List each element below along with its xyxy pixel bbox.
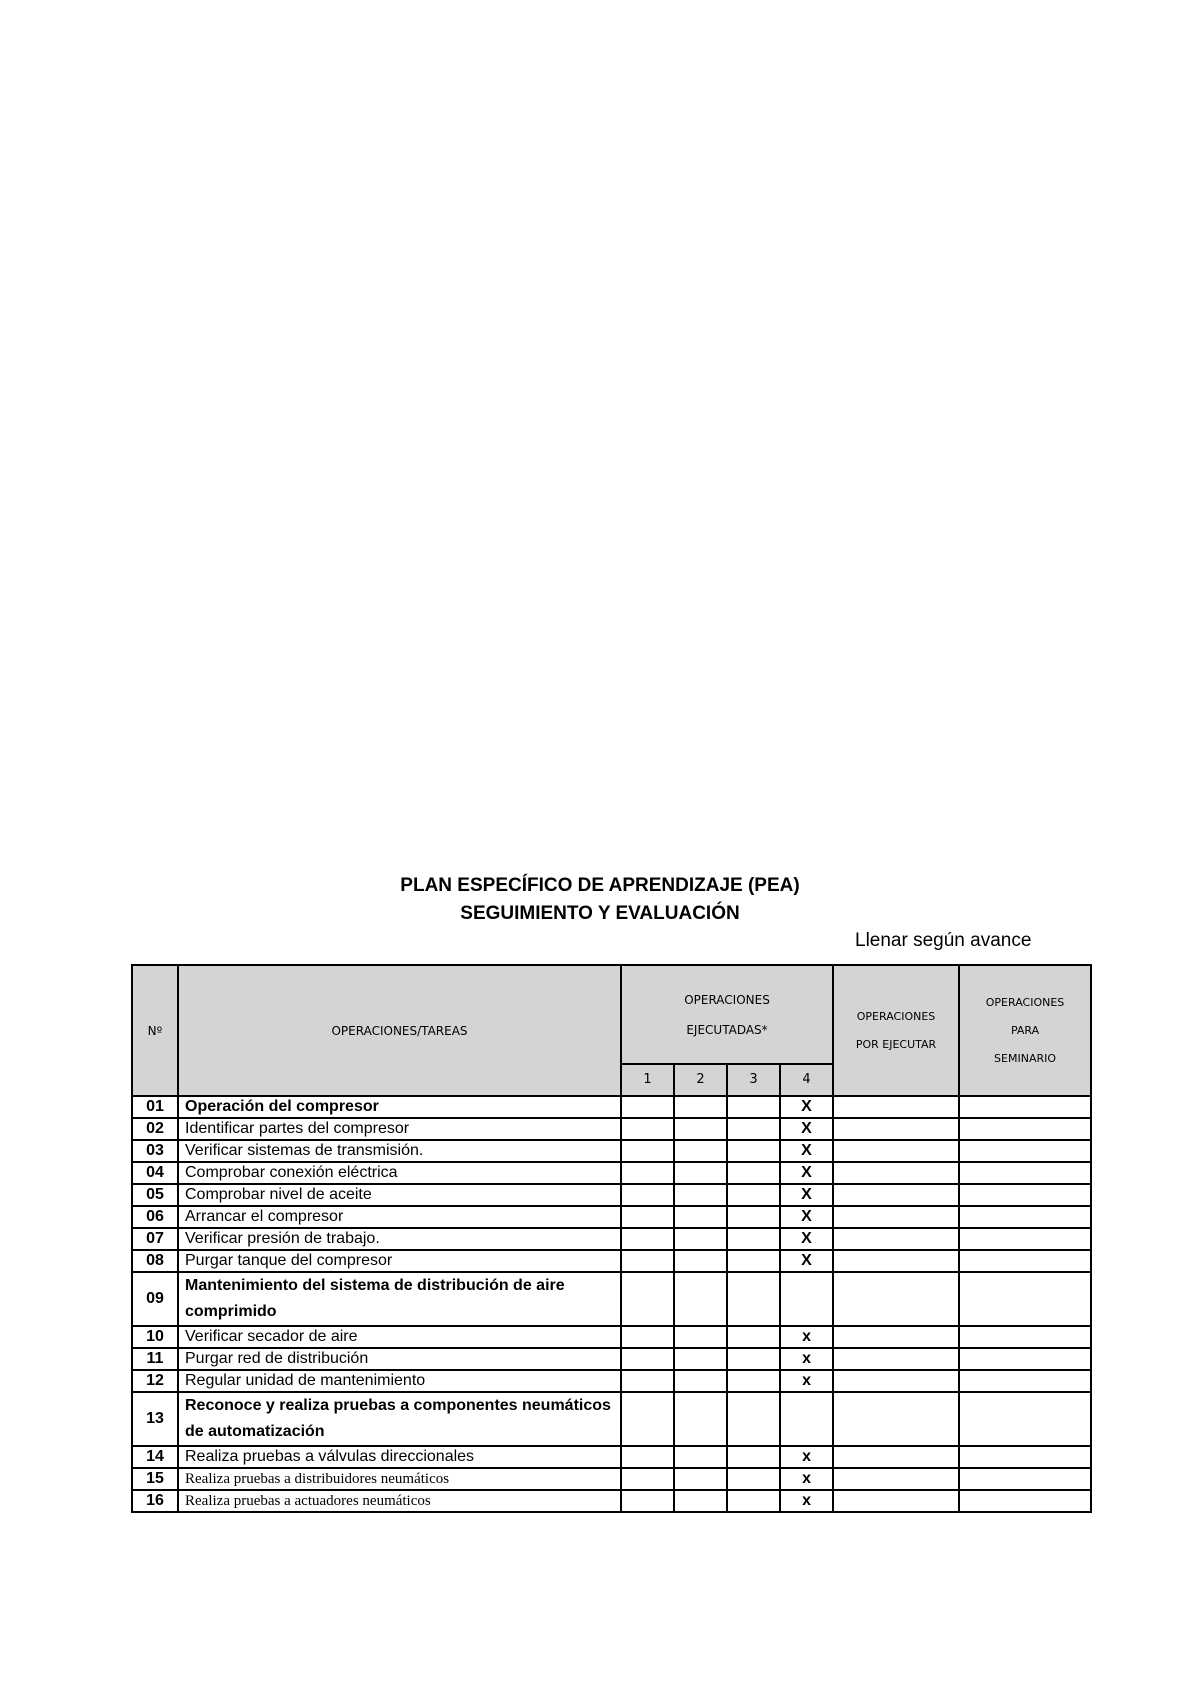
- exec-cell-4-mark: X: [780, 1162, 833, 1184]
- exec-cell-4-mark: [780, 1272, 833, 1326]
- exec-cell-2: [674, 1096, 727, 1118]
- table-row: [132, 1468, 1091, 1490]
- row-number: 10: [132, 1326, 178, 1348]
- table-row: [132, 1250, 1091, 1272]
- exec-cell-2: [674, 1140, 727, 1162]
- exec-cell-2: [674, 1370, 727, 1392]
- seminar-cell: [959, 1392, 1091, 1446]
- seminar-cell: [959, 1468, 1091, 1490]
- row-number: 02: [132, 1118, 178, 1140]
- table-row: [132, 1370, 1091, 1392]
- title-line-1: PLAN ESPECÍFICO DE APRENDIZAJE (PEA): [400, 875, 800, 896]
- document-title: [0, 872, 1200, 928]
- row-number: 05: [132, 1184, 178, 1206]
- table-row: [132, 1096, 1091, 1118]
- exec-cell-3: [727, 1468, 780, 1490]
- header-seminar-line1: OPERACIONES: [985, 995, 1065, 1009]
- seminar-cell: [959, 1162, 1091, 1184]
- to-execute-cell: [833, 1096, 959, 1118]
- seminar-cell: [959, 1184, 1091, 1206]
- exec-cell-2: [674, 1272, 727, 1326]
- header-executed-line1: OPERACIONES: [684, 992, 770, 1007]
- exec-cell-3: [727, 1326, 780, 1348]
- row-task: Verificar presión de trabajo.: [178, 1228, 621, 1250]
- row-task: Comprobar conexión eléctrica: [178, 1162, 621, 1184]
- header-to-execute-line2: POR EJECUTAR: [855, 1037, 937, 1051]
- header-seminar-line3: SEMINARIO: [994, 1051, 1057, 1065]
- row-number: 07: [132, 1228, 178, 1250]
- exec-cell-2: [674, 1468, 727, 1490]
- exec-cell-1: [621, 1490, 674, 1512]
- table-row: [132, 1392, 1091, 1446]
- row-task: Purgar tanque del compresor: [178, 1250, 621, 1272]
- header-seminar-line2: PARA: [1010, 1023, 1040, 1037]
- exec-cell-2: [674, 1162, 727, 1184]
- exec-cell-4-mark: X: [780, 1140, 833, 1162]
- exec-cell-1: [621, 1184, 674, 1206]
- table-row: [132, 1272, 1091, 1326]
- seminar-cell: [959, 1096, 1091, 1118]
- header-number: Nº: [132, 965, 178, 1096]
- header-exec-col-2: 2: [674, 1064, 727, 1096]
- row-task: Verificar sistemas de transmisión.: [178, 1140, 621, 1162]
- row-number: 04: [132, 1162, 178, 1184]
- to-execute-cell: [833, 1446, 959, 1468]
- exec-cell-1: [621, 1468, 674, 1490]
- fill-note: Llenar según avance: [855, 930, 1032, 951]
- exec-cell-4-mark: x: [780, 1370, 833, 1392]
- exec-cell-4-mark: X: [780, 1250, 833, 1272]
- row-task: Regular unidad de mantenimiento: [178, 1370, 621, 1392]
- header-executed-line2: EJECUTADAS*: [686, 1022, 768, 1037]
- seminar-cell: [959, 1348, 1091, 1370]
- exec-cell-1: [621, 1250, 674, 1272]
- row-task: Arrancar el compresor: [178, 1206, 621, 1228]
- row-number: 09: [132, 1272, 178, 1326]
- to-execute-cell: [833, 1272, 959, 1326]
- exec-cell-1: [621, 1370, 674, 1392]
- exec-cell-4-mark: X: [780, 1184, 833, 1206]
- header-exec-col-1: 1: [621, 1064, 674, 1096]
- title-line-2: SEGUIMIENTO Y EVALUACIÓN: [460, 903, 740, 924]
- table-row: [132, 1118, 1091, 1140]
- header-tasks: OPERACIONES/TAREAS: [178, 965, 621, 1096]
- pea-table: [131, 964, 1092, 1513]
- table-row: [132, 1326, 1091, 1348]
- exec-cell-2: [674, 1250, 727, 1272]
- exec-cell-3: [727, 1370, 780, 1392]
- exec-cell-4-mark: X: [780, 1096, 833, 1118]
- seminar-cell: [959, 1118, 1091, 1140]
- exec-cell-3: [727, 1446, 780, 1468]
- to-execute-cell: [833, 1348, 959, 1370]
- exec-cell-1: [621, 1348, 674, 1370]
- table-row: [132, 1348, 1091, 1370]
- header-exec-col-3: 3: [727, 1064, 780, 1096]
- row-number: 15: [132, 1468, 178, 1490]
- table-row: [132, 1490, 1091, 1512]
- row-task: Realiza pruebas a distribuidores neumáticos: [178, 1468, 621, 1490]
- header-to-execute: [833, 965, 959, 1096]
- exec-cell-4-mark: X: [780, 1118, 833, 1140]
- exec-cell-2: [674, 1118, 727, 1140]
- exec-cell-4-mark: X: [780, 1228, 833, 1250]
- seminar-cell: [959, 1490, 1091, 1512]
- exec-cell-3: [727, 1228, 780, 1250]
- to-execute-cell: [833, 1468, 959, 1490]
- row-number: 13: [132, 1392, 178, 1446]
- to-execute-cell: [833, 1206, 959, 1228]
- exec-cell-2: [674, 1348, 727, 1370]
- table-row: [132, 1446, 1091, 1468]
- to-execute-cell: [833, 1184, 959, 1206]
- table-row: [132, 1206, 1091, 1228]
- exec-cell-3: [727, 1272, 780, 1326]
- exec-cell-1: [621, 1118, 674, 1140]
- exec-cell-3: [727, 1162, 780, 1184]
- row-number: 03: [132, 1140, 178, 1162]
- exec-cell-1: [621, 1162, 674, 1184]
- exec-cell-1: [621, 1228, 674, 1250]
- to-execute-cell: [833, 1118, 959, 1140]
- to-execute-cell: [833, 1162, 959, 1184]
- row-task: Purgar red de distribución: [178, 1348, 621, 1370]
- seminar-cell: [959, 1370, 1091, 1392]
- exec-cell-1: [621, 1392, 674, 1446]
- seminar-cell: [959, 1272, 1091, 1326]
- to-execute-cell: [833, 1250, 959, 1272]
- seminar-cell: [959, 1206, 1091, 1228]
- header-exec-col-4: 4: [780, 1064, 833, 1096]
- to-execute-cell: [833, 1326, 959, 1348]
- exec-cell-2: [674, 1446, 727, 1468]
- exec-cell-4-mark: [780, 1392, 833, 1446]
- exec-cell-1: [621, 1326, 674, 1348]
- table-body: [132, 1096, 1091, 1512]
- exec-cell-2: [674, 1228, 727, 1250]
- exec-cell-3: [727, 1184, 780, 1206]
- exec-cell-3: [727, 1392, 780, 1446]
- exec-cell-4-mark: x: [780, 1468, 833, 1490]
- exec-cell-3: [727, 1250, 780, 1272]
- exec-cell-3: [727, 1096, 780, 1118]
- exec-cell-2: [674, 1184, 727, 1206]
- row-task: Mantenimiento del sistema de distribución de aire comprimido: [178, 1272, 621, 1326]
- seminar-cell: [959, 1250, 1091, 1272]
- exec-cell-4-mark: x: [780, 1490, 833, 1512]
- seminar-cell: [959, 1228, 1091, 1250]
- row-number: 11: [132, 1348, 178, 1370]
- exec-cell-4-mark: x: [780, 1446, 833, 1468]
- exec-cell-3: [727, 1140, 780, 1162]
- row-task: Operación del compresor: [178, 1096, 621, 1118]
- row-number: 16: [132, 1490, 178, 1512]
- row-number: 08: [132, 1250, 178, 1272]
- table-row: [132, 1228, 1091, 1250]
- exec-cell-1: [621, 1206, 674, 1228]
- table-row: [132, 1184, 1091, 1206]
- exec-cell-3: [727, 1118, 780, 1140]
- row-task: Realiza pruebas a actuadores neumáticos: [178, 1490, 621, 1512]
- exec-cell-1: [621, 1272, 674, 1326]
- seminar-cell: [959, 1140, 1091, 1162]
- table-row: [132, 1140, 1091, 1162]
- row-number: 12: [132, 1370, 178, 1392]
- row-task: Verificar secador de aire: [178, 1326, 621, 1348]
- table-row: [132, 1162, 1091, 1184]
- to-execute-cell: [833, 1490, 959, 1512]
- exec-cell-1: [621, 1096, 674, 1118]
- exec-cell-4-mark: X: [780, 1206, 833, 1228]
- seminar-cell: [959, 1326, 1091, 1348]
- header-executed: [621, 965, 833, 1064]
- row-number: 06: [132, 1206, 178, 1228]
- exec-cell-1: [621, 1140, 674, 1162]
- exec-cell-3: [727, 1490, 780, 1512]
- exec-cell-3: [727, 1206, 780, 1228]
- row-task: Reconoce y realiza pruebas a componentes neumáticos de automatización: [178, 1392, 621, 1446]
- row-task: Realiza pruebas a válvulas direccionales: [178, 1446, 621, 1468]
- row-task: Identificar partes del compresor: [178, 1118, 621, 1140]
- header-seminar: [959, 965, 1091, 1096]
- exec-cell-4-mark: x: [780, 1326, 833, 1348]
- to-execute-cell: [833, 1370, 959, 1392]
- to-execute-cell: [833, 1140, 959, 1162]
- exec-cell-3: [727, 1348, 780, 1370]
- exec-cell-2: [674, 1206, 727, 1228]
- to-execute-cell: [833, 1228, 959, 1250]
- row-task: Comprobar nivel de aceite: [178, 1184, 621, 1206]
- row-number: 01: [132, 1096, 178, 1118]
- row-number: 14: [132, 1446, 178, 1468]
- exec-cell-2: [674, 1326, 727, 1348]
- exec-cell-4-mark: x: [780, 1348, 833, 1370]
- header-to-execute-line1: OPERACIONES: [856, 1009, 936, 1023]
- exec-cell-2: [674, 1392, 727, 1446]
- exec-cell-2: [674, 1490, 727, 1512]
- to-execute-cell: [833, 1392, 959, 1446]
- exec-cell-1: [621, 1446, 674, 1468]
- seminar-cell: [959, 1446, 1091, 1468]
